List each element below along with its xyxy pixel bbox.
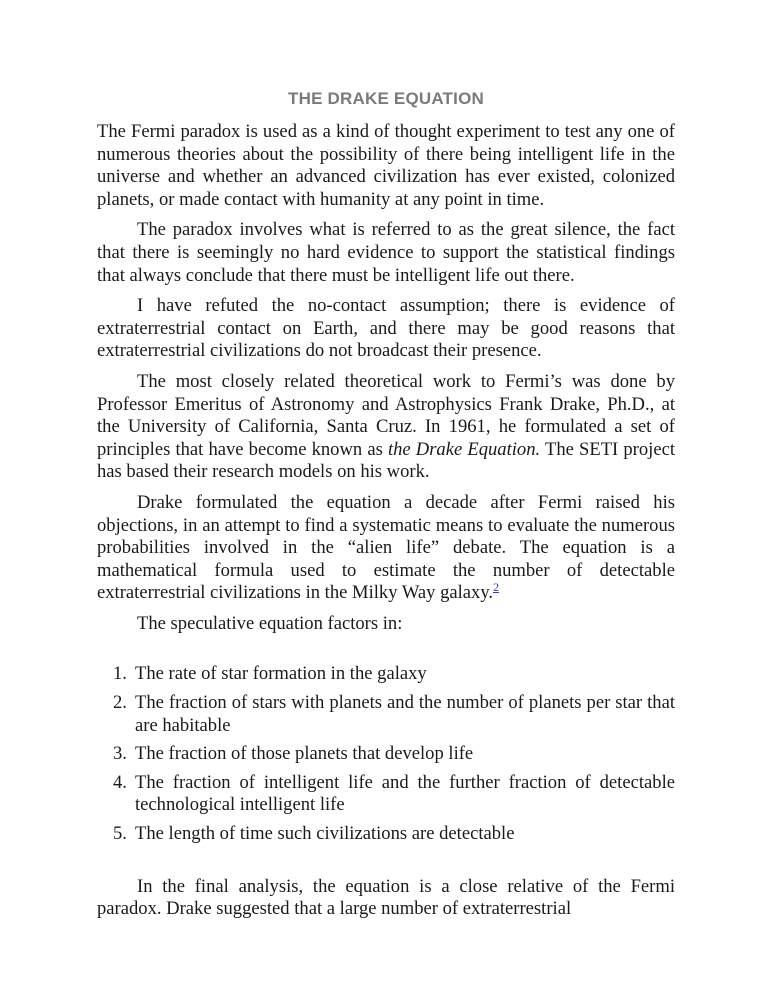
list-item-number: 3. <box>113 743 127 765</box>
paragraph-fermi-intro: The Fermi paradox is used as a kind of thought experiment to test any one of numerous theories about the possibility of there being intelligent life in the universe and whether an advanced civilization has ever existed, colonized planets, or made contact with humanity at any point in time. <box>97 121 675 210</box>
paragraph-final-analysis: In the final analysis, the equation is a close relative of the Fermi paradox. Drake suggested that a large number of extraterrestrial <box>97 875 675 920</box>
list-item-number: 4. <box>113 771 127 793</box>
drake-text-before: The most closely related theoretical work to Fermi’s was done by Professor Emeritus of Astronomy and Astrophysics Frank Drake, Ph.D., at the University of California, Santa Cruz. In 1961, he formulated a set of principles that have become known as <box>97 370 675 460</box>
list-item-text: The fraction of stars with planets and the number of planets per star that are habitable <box>135 692 675 736</box>
factors-list <box>97 663 675 845</box>
list-item <box>97 743 675 766</box>
list-item-number: 5. <box>113 823 127 845</box>
list-item-text: The length of time such civilizations are detectable <box>135 823 515 845</box>
equation-text: Drake formulated the equation a decade after Fermi raised his objections, in an attempt to find a systematic means to evaluate the numerous probabilities involved in the “alien life” debate. The equation is a mathematical formula used to estimate the number of detectable extraterrestrial civilizations in the Milky Way galaxy. <box>97 491 675 604</box>
list-item-text: The fraction of intelligent life and the further fraction of detectable technological intelligent life <box>135 771 675 816</box>
list-item <box>97 772 675 817</box>
footnote-link[interactable]: 2 <box>493 580 500 595</box>
paragraph-drake-work <box>97 371 675 484</box>
list-item <box>97 692 675 737</box>
paragraph-great-silence: The paradox involves what is referred to as the great silence, the fact that there is seemingly no hard evidence to support the statistical findings that always conclude that there must be intelligent life out there. <box>97 219 675 286</box>
list-item <box>97 663 675 686</box>
drake-text-after: The SETI project has based their research models on his work. <box>97 438 675 483</box>
list-item <box>97 823 675 846</box>
list-item-number: 2. <box>113 692 127 714</box>
list-item-text: The rate of star formation in the galaxy <box>135 663 427 685</box>
paragraph-lead-in: The speculative equation factors in: <box>137 612 403 634</box>
page-title: THE DRAKE EQUATION <box>288 89 484 108</box>
list-item-text: The fraction of those planets that develop life <box>135 743 474 765</box>
drake-equation-italic: the Drake Equation. <box>387 438 541 460</box>
paragraph-no-contact: I have refuted the no-contact assumption; there is evidence of extraterrestrial contact on Earth, and there may be good reasons that extraterrestrial civilizations do not broadcast their presence. <box>97 295 675 362</box>
list-item-number: 1. <box>113 663 127 685</box>
paragraph-equation-formulated <box>97 492 675 605</box>
